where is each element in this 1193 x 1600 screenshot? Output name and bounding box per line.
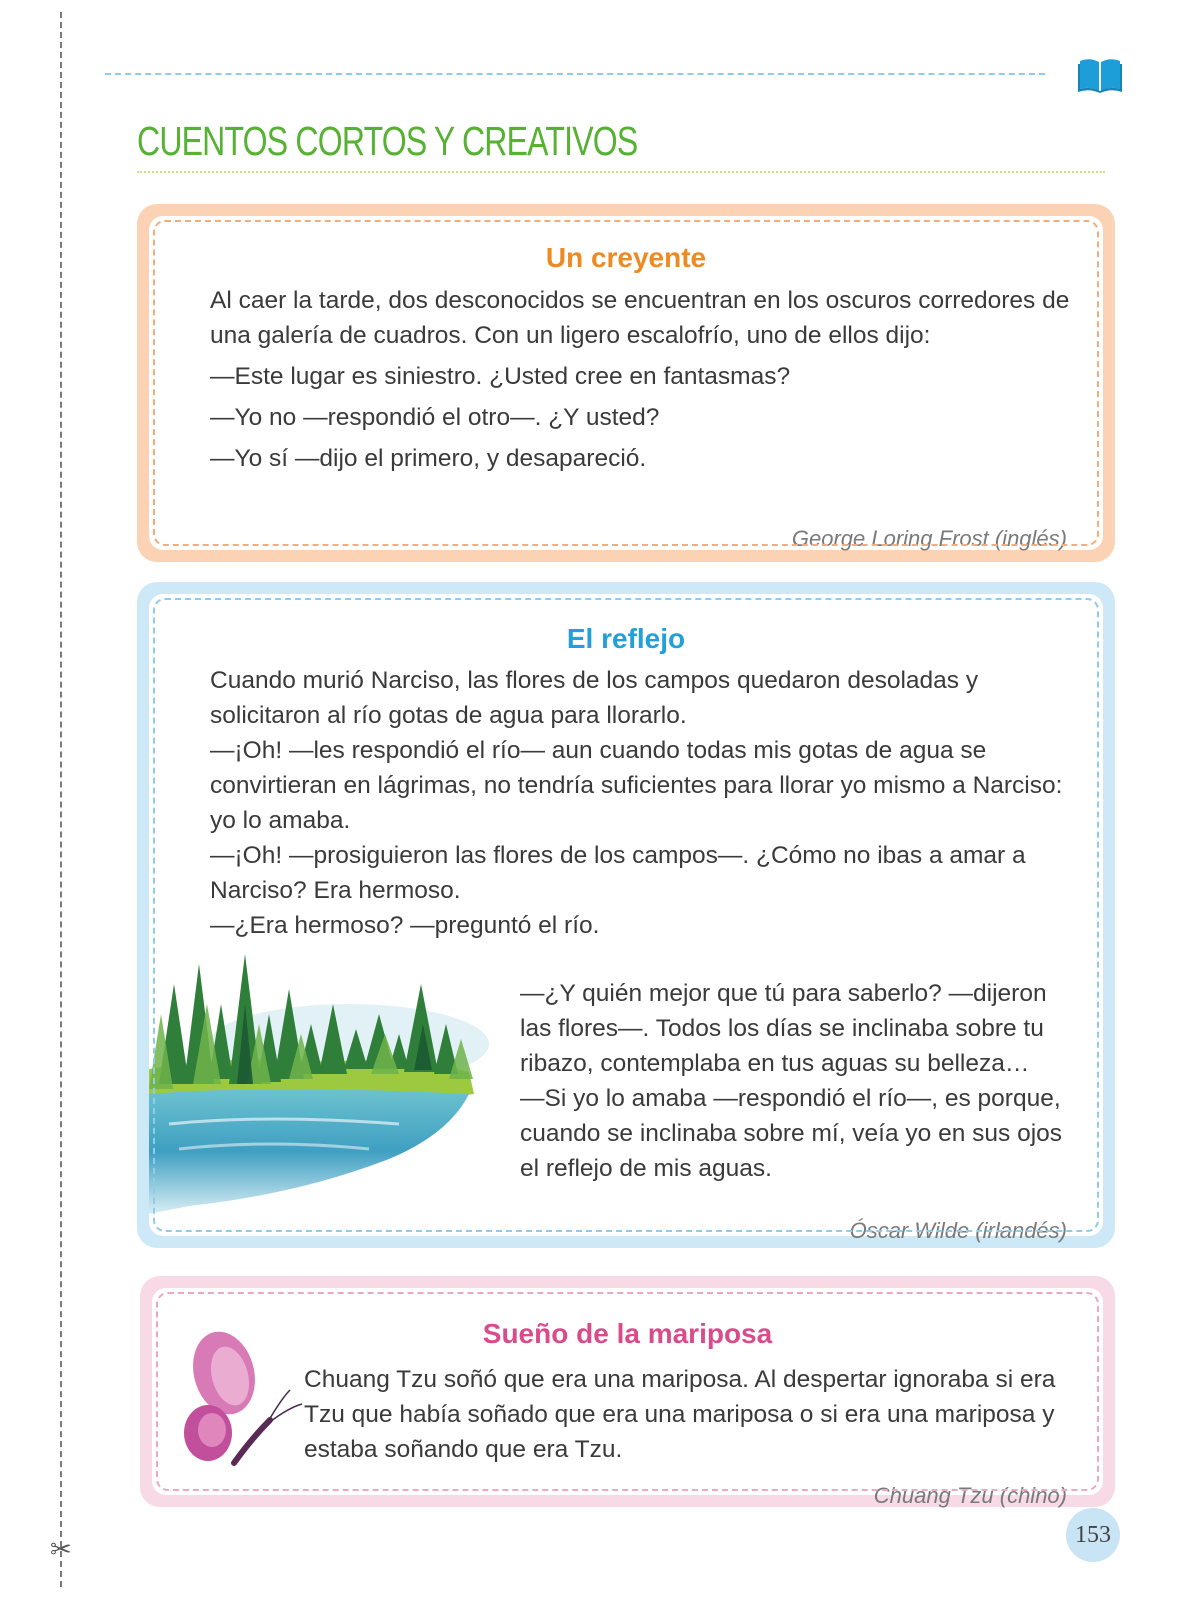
story-body <box>304 1362 1094 1467</box>
story-paragraph: Cuando murió Narciso, las flores de los campos quedaron desoladas y solicitaron al río gotas de agua para llorarlo. <box>210 667 979 729</box>
forest-lake-illustration <box>149 944 494 1234</box>
story-card-un-creyente <box>137 204 1115 562</box>
story-paragraph: Chuang Tzu soñó que era una mariposa. Al despertar ignoraba si era Tzu que había soñado que era una mariposa o si era una mariposa y estaba soñando que era Tzu. <box>304 1366 1056 1463</box>
scissors-icon: ✂ <box>50 1534 72 1564</box>
story-paragraph: —Si yo lo amaba —respondió el río—, es porque, cuando se inclinaba sobre mí, veía yo en sus ojos el reflejo de mis aguas. <box>520 1085 1063 1182</box>
story-paragraph: —¡Oh! —les respondió el río— aun cuando todas mis gotas de agua se convirtieran en lágrimas, no tendría suficientes para llorar yo mismo a Narciso: yo lo amaba. <box>210 737 1063 834</box>
story-card-inner <box>149 216 1103 550</box>
story-paragraph: —¿Era hermoso? —preguntó el río. <box>210 912 600 939</box>
story-paragraph: —Yo sí —dijo el primero, y desapareció. <box>210 445 647 472</box>
story-paragraph: —Este lugar es siniestro. ¿Usted cree en fantasmas? <box>210 363 791 390</box>
butterfly-illustration <box>172 1328 304 1486</box>
cut-line <box>60 12 62 1587</box>
story-author: George Loring Frost (inglés) <box>791 526 1067 551</box>
page-number: 153 <box>1066 1508 1120 1562</box>
story-title: El reflejo <box>566 623 686 654</box>
story-body <box>210 283 1090 476</box>
section-title: CUENTOS CORTOS Y CREATIVOS <box>137 118 638 164</box>
title-dotted-rule <box>137 171 1105 173</box>
story-paragraph: —¡Oh! —prosiguieron las flores de los campos—. ¿Cómo no ibas a amar a Narciso? Era hermoso. <box>210 842 1026 904</box>
open-book-icon <box>1078 55 1122 93</box>
story-author: Óscar Wilde (irlandés) <box>849 1218 1067 1243</box>
story-author: Chuang Tzu (chino) <box>873 1483 1067 1508</box>
story-body <box>210 663 1090 943</box>
story-paragraph: —Yo no —respondió el otro—. ¿Y usted? <box>210 404 660 431</box>
story-body-right <box>520 976 1080 1186</box>
story-paragraph: —¿Y quién mejor que tú para saberlo? —dijeron las flores—. Todos los días se inclinaba sobre tu ribazo, contemplaba en tus aguas su belleza… <box>520 980 1047 1077</box>
story-card-sueno-de-la-mariposa <box>140 1276 1115 1507</box>
story-card-inner <box>149 594 1103 1243</box>
story-title: Un creyente <box>545 242 707 273</box>
story-card-el-reflejo <box>137 582 1115 1248</box>
story-card-inner <box>152 1288 1103 1508</box>
story-paragraph: Al caer la tarde, dos desconocidos se encuentran en los oscuros corredores de una galería de cuadros. Con un ligero escalofrío, uno de ellos dijo: <box>210 287 1070 349</box>
story-title: Sueño de la mariposa <box>482 1318 773 1349</box>
header-dashed-rule <box>105 73 1045 75</box>
